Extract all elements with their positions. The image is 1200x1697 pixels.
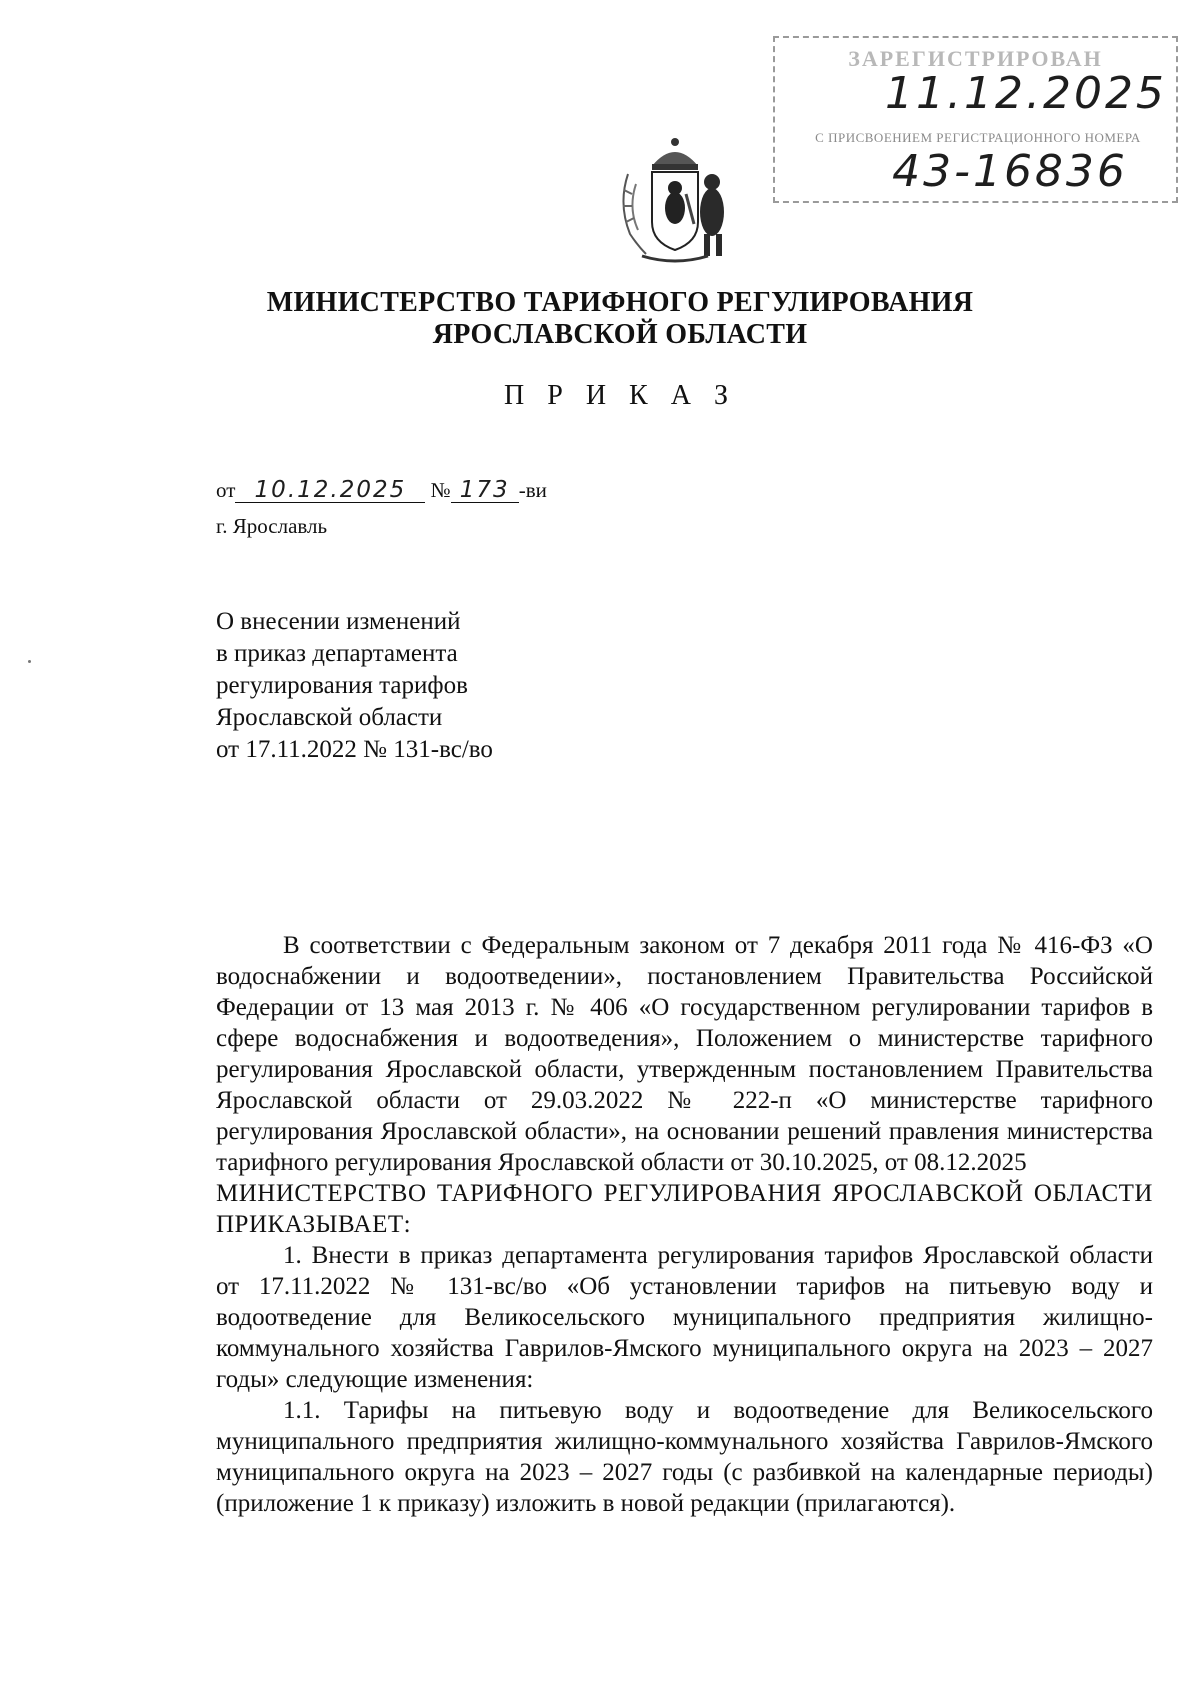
order-date: 10.12.2025 (235, 478, 425, 503)
subject-line: О внесении изменений (216, 608, 461, 635)
from-label: от (216, 478, 236, 502)
ministry-line-2: ЯРОСЛАВСКОЙ ОБЛАСТИ (432, 319, 808, 350)
subject-line: Ярославской области (216, 704, 443, 731)
ministry-name (220, 287, 1020, 351)
subject-line: в приказ департамента (216, 640, 458, 667)
item-1-1-paragraph: 1.1. Тарифы на питьевую воду и водоотведение для Великосельского муниципального предприятия жилищно-коммунального хозяйства Гаврилов-Ямского муниципального округа на 2023 – 2027 годы (с разбивкой на календарные периоды) (приложение 1 к приказу) изложить в новой редакции (прилагаются). (216, 1397, 1153, 1517)
ministry-line-1: МИНИСТЕРСТВО ТАРИФНОГО РЕГУЛИРОВАНИЯ (266, 287, 974, 318)
registration-stamp (773, 36, 1178, 203)
order-body (216, 930, 1153, 1519)
order-date-line (216, 478, 547, 503)
item-1-paragraph: 1. Внести в приказ департамента регулирования тарифов Ярославской области от 17.11.2022 № 131-вс/во «Об установлении тарифов на питьевую воду и водоотведение для Великосельского муниципального предприятия жилищно-коммунального хозяйства Гаврилов-Ямского муниципального округа на 2023 – 2027 годы» следующие изменения: (216, 1242, 1153, 1393)
decree-line: МИНИСТЕРСТВО ТАРИФНОГО РЕГУЛИРОВАНИЯ ЯРОСЛАВСКОЙ ОБЛАСТИ ПРИКАЗЫВАЕТ: (216, 1180, 1153, 1238)
order-number: 173 (451, 478, 519, 503)
order-subject (216, 606, 493, 766)
order-city: г. Ярославль (216, 514, 328, 538)
stamp-title: ЗАРЕГИСТРИРОВАН (848, 46, 1103, 71)
subject-line: от 17.11.2022 № 131-вс/во (216, 736, 493, 763)
stamp-number: 43-16836 (892, 146, 1128, 197)
order-title: П Р И К А З (504, 380, 736, 411)
subject-line: регулирования тарифов (216, 672, 468, 699)
stamp-caption: С ПРИСВОЕНИЕМ РЕГИСТРАЦИОННОГО НОМЕРА (815, 130, 1141, 145)
scan-speck (28, 660, 31, 663)
order-suffix: -ви (518, 478, 547, 502)
coat-of-arms-icon (612, 134, 738, 266)
preamble-paragraph: В соответствии с Федеральным законом от 7 декабря 2011 года № 416-ФЗ «О водоснабжении и водоотведении», постановлением Правительства Российской Федерации от 13 мая 2013 г. № 406 «О государственном регулировании тарифов в сфере водоснабжения и водоотведения», Положением о министерстве тарифного регулирования Ярославской области, утвержденным постановлением Правительства Ярославской области от 29.03.2022 № 222-п «О министерстве тарифного регулирования Ярославской области», на основании решений правления министерства тарифного регулирования Ярославской области от 30.10.2025, от 08.12.2025 (216, 932, 1153, 1176)
stamp-date: 11.12.2025 (885, 68, 1167, 119)
number-label: № (430, 478, 451, 502)
